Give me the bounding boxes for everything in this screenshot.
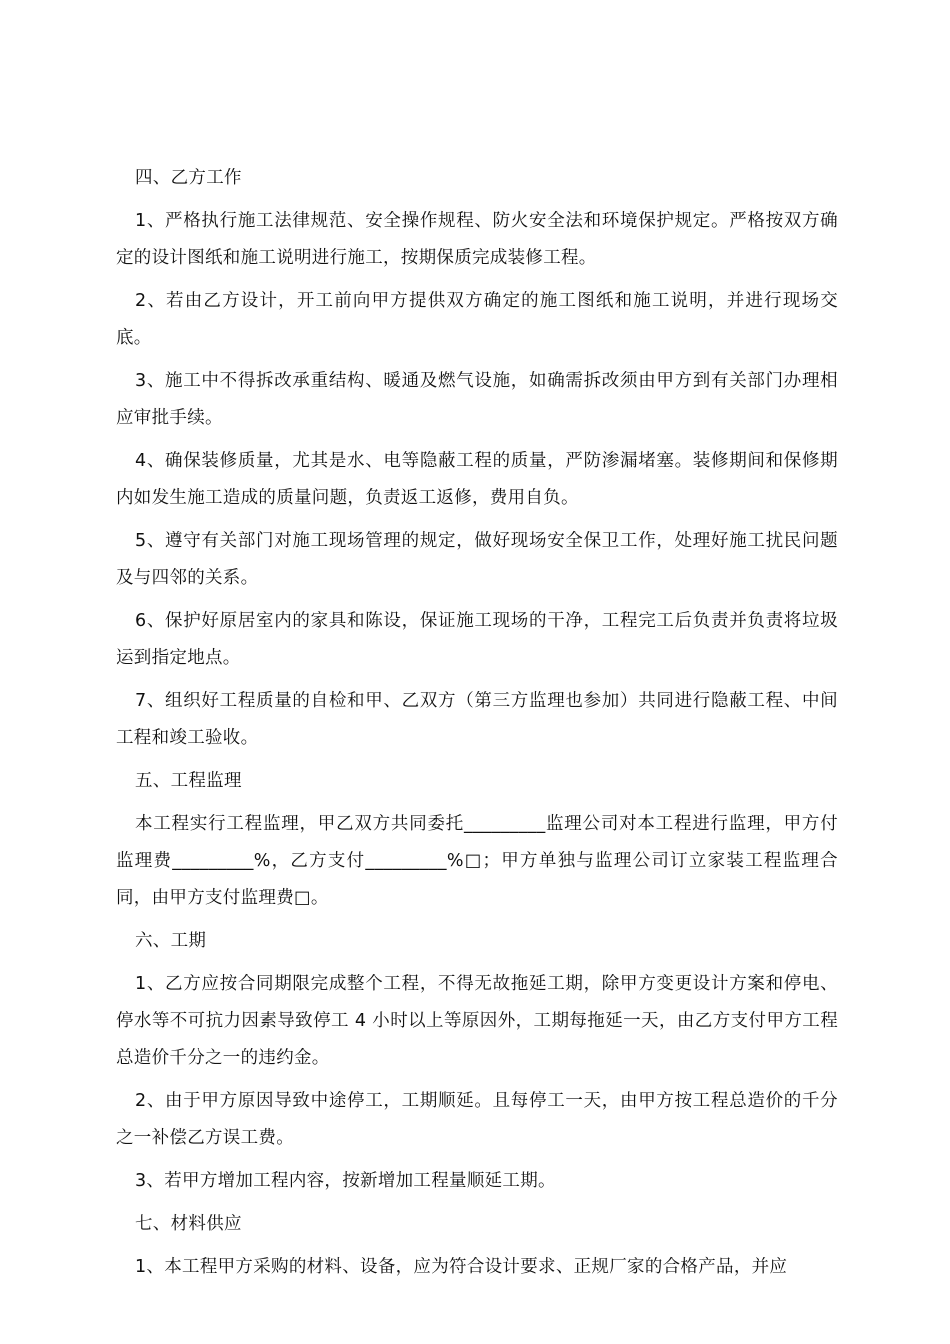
- section-4-item-4: 4、确保装修质量，尤其是水、电等隐蔽工程的质量，严防渗漏堵塞。装修期间和保修期内如发生施工造成的质量问题，负责返工返修，费用自负。: [116, 451, 838, 508]
- section-7-item-1: 1、本工程甲方采购的材料、设备，应为符合设计要求、正规厂家的合格产品，并应: [135, 1257, 788, 1277]
- section-heading-7: 七、材料供应: [135, 1214, 242, 1234]
- section-6-item-3: 3、若甲方增加工程内容，按新增加工程量顺延工期。: [135, 1171, 556, 1191]
- section-4-item-7: 7、组织好工程质量的自检和甲、乙双方（第三方监理也参加）共同进行隐蔽工程、中间工程和竣工验收。: [116, 691, 838, 748]
- document-body: [116, 160, 838, 1292]
- section-5-body: 本工程实行工程监理，甲乙双方共同委托_________监理公司对本工程进行监理，甲方付监理费_________%，乙方支付_________%□；甲方单独与监理公司订立家装工程监理合同，由甲方支付监理费□。: [116, 814, 838, 908]
- section-heading-5: 五、工程监理: [135, 771, 242, 791]
- section-4-item-5: 5、遵守有关部门对施工现场管理的规定，做好现场安全保卫工作，处理好施工扰民问题及与四邻的关系。: [116, 531, 838, 588]
- section-4-item-1: 1、严格执行施工法律规范、安全操作规程、防火安全法和环境保护规定。严格按双方确定的设计图纸和施工说明进行施工，按期保质完成装修工程。: [116, 211, 838, 268]
- section-heading-6: 六、工期: [135, 931, 207, 951]
- section-4-item-6: 6、保护好原居室内的家具和陈设，保证施工现场的干净，工程完工后负责并负责将垃圾运到指定地点。: [116, 611, 838, 668]
- section-4-item-2: 2、若由乙方设计，开工前向甲方提供双方确定的施工图纸和施工说明，并进行现场交底。: [116, 291, 838, 348]
- section-6-item-1: 1、乙方应按合同期限完成整个工程，不得无故拖延工期，除甲方变更设计方案和停电、停水等不可抗力因素导致停工 4 小时以上等原因外，工期每拖延一天，由乙方支付甲方工程总造价千分之一的违约金。: [116, 974, 838, 1068]
- section-6-item-2: 2、由于甲方原因导致中途停工，工期顺延。且每停工一天，由甲方按工程总造价的千分之一补偿乙方误工费。: [116, 1091, 838, 1148]
- section-4-item-3: 3、施工中不得拆改承重结构、暖通及燃气设施，如确需拆改须由甲方到有关部门办理相应审批手续。: [116, 371, 838, 428]
- section-heading-4: 四、乙方工作: [135, 168, 242, 188]
